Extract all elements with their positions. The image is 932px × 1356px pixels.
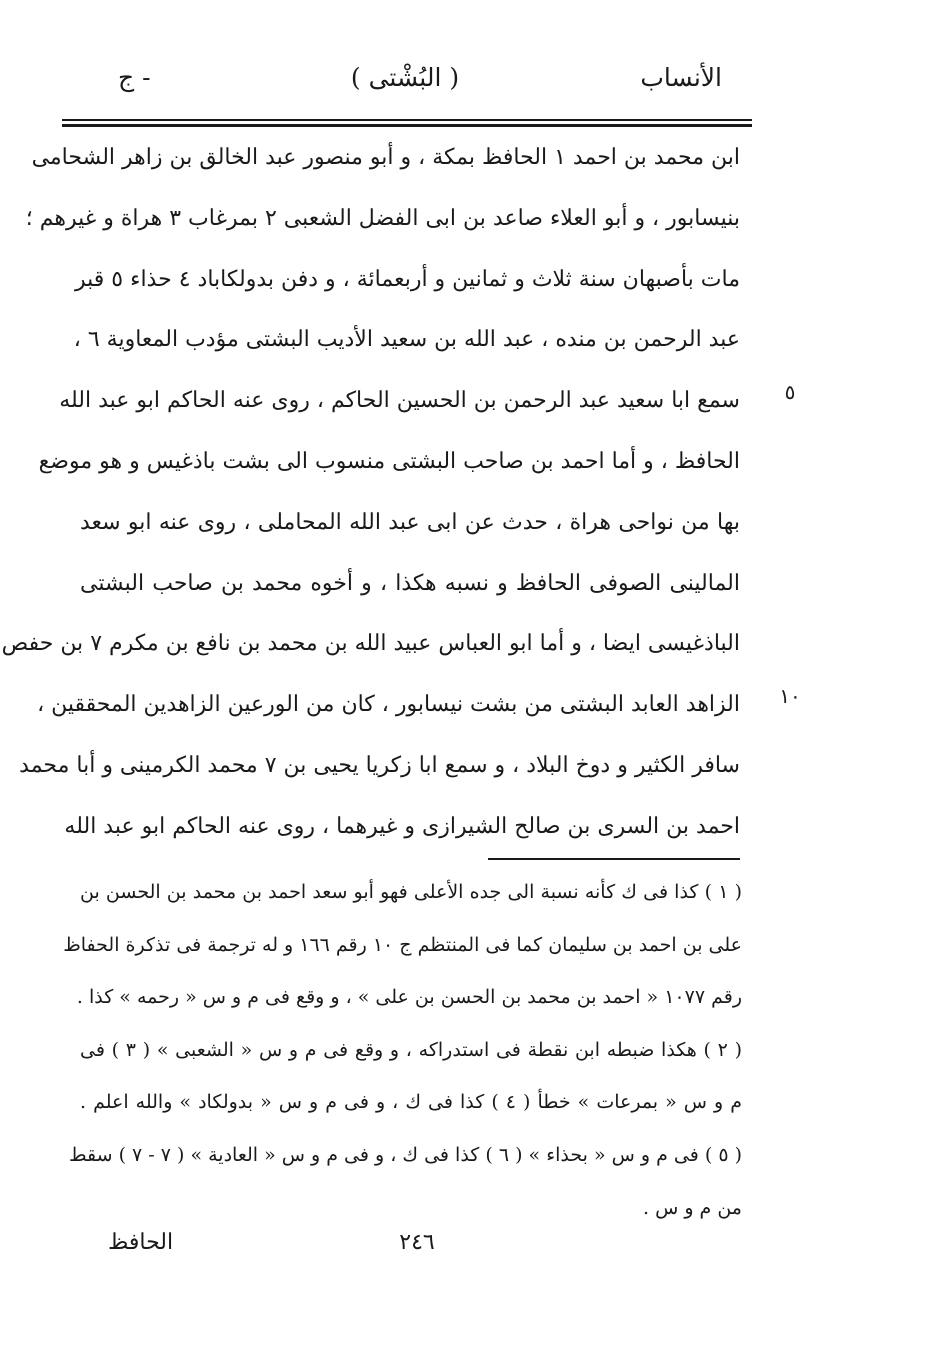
text-line: مات بأصبهان سنة ثلاث و ثمانين و أربعمائة ، و دفن بدولكاباد ٤ حذاء ٥ قبر: [74, 266, 740, 292]
line-number-10: ١٠: [779, 684, 801, 708]
running-header-entry: ( البُشْتى ): [350, 63, 460, 92]
footnote-line: ( ٥ ) فى م و س « بحذاء » ( ٦ ) كذا فى ك ، و فى م و س « العادية » ( ٧ - ٧ ) سقط: [68, 1143, 742, 1166]
text-line: الباذغيسى ايضا ، و أما ابو العباس عبيد الله بن محمد بن نافع بن مكرم ٧ بن حفص: [1, 631, 740, 657]
running-header-volume: ج -: [118, 63, 151, 92]
footnote-line: من م و س .: [643, 1196, 742, 1219]
text-line: ابن محمد بن احمد ١ الحافظ بمكة ، و أبو منصور عبد الخالق بن زاهر الشحامى: [31, 145, 740, 170]
main-text: [1, 128, 740, 858]
text-line: الحافظ ، و أما احمد بن صاحب البشتى منسوب الى بشت باذغيس و هو موضع: [38, 448, 740, 474]
footnote-separator: [488, 858, 740, 860]
text-line: احمد بن السرى بن صالح الشيرازى و غيرهما ، روى عنه الحاكم ابو عبد الله: [64, 813, 740, 839]
footnotes: [63, 866, 743, 1234]
text-line: بها من نواحى هراة ، حدث عن ابى عبد الله المحاملى ، روى عنه ابو سعد: [80, 509, 740, 535]
text-line: بنيسابور ، و أبو العلاء صاعد بن ابى الفضل الشعبى ٢ بمرغاب ٣ هراة و غيرهم ؛: [25, 205, 740, 231]
header-rule-thick: [62, 124, 752, 127]
catchword: الحافظ: [108, 1230, 174, 1255]
running-header-title: الأنساب: [640, 63, 722, 92]
footnote-line: رقم ١٠٧٧ « احمد بن محمد بن الحسن بن على » ، و وقع فى م و س « رحمه » كذا .: [76, 986, 742, 1009]
line-number-5: ٥: [784, 380, 796, 404]
footnote-line: م و س « بمرعات » خطأ ( ٤ ) كذا فى ك ، و فى م و س « بدولكاد » والله اعلم .: [80, 1091, 743, 1114]
text-line: المالينى الصوفى الحافظ و نسبه هكذا ، و أخوه محمد بن صاحب البشتى: [80, 570, 740, 596]
page-number: ٢٤٦: [399, 1230, 435, 1255]
footnote-line: ( ١ ) كذا فى ك كأنه نسبة الى جده الأعلى فهو أبو سعد احمد بن محمد بن الحسن بن: [80, 881, 742, 903]
footnote-line: على بن احمد بن سليمان كما فى المنتظم ج ١٠ رقم ١٦٦ و له ترجمة فى تذكرة الحفاظ: [63, 933, 742, 956]
text-line: الزاهد العابد البشتى من بشت نيسابور ، كان من الورعين الزاهدين المحققين ،: [37, 692, 740, 718]
header-rule-thin: [62, 119, 752, 121]
footnote-line: ( ٢ ) هكذا ضبطه ابن نقطة فى استدراكه ، و وقع فى م و س « الشعبى » ( ٣ ) فى: [80, 1038, 742, 1061]
text-line: عبد الرحمن بن منده ، عبد الله بن سعيد الأديب البشتى مؤدب المعاوية ٦ ،: [73, 327, 740, 353]
text-line: سافر الكثير و دوخ البلاد ، و سمع ابا زكريا يحيى بن ٧ محمد الكرمينى و أبا محمد: [19, 752, 740, 778]
text-line: سمع ابا سعيد عبد الرحمن بن الحسين الحاكم ، روى عنه الحاكم ابو عبد الله: [59, 388, 740, 414]
